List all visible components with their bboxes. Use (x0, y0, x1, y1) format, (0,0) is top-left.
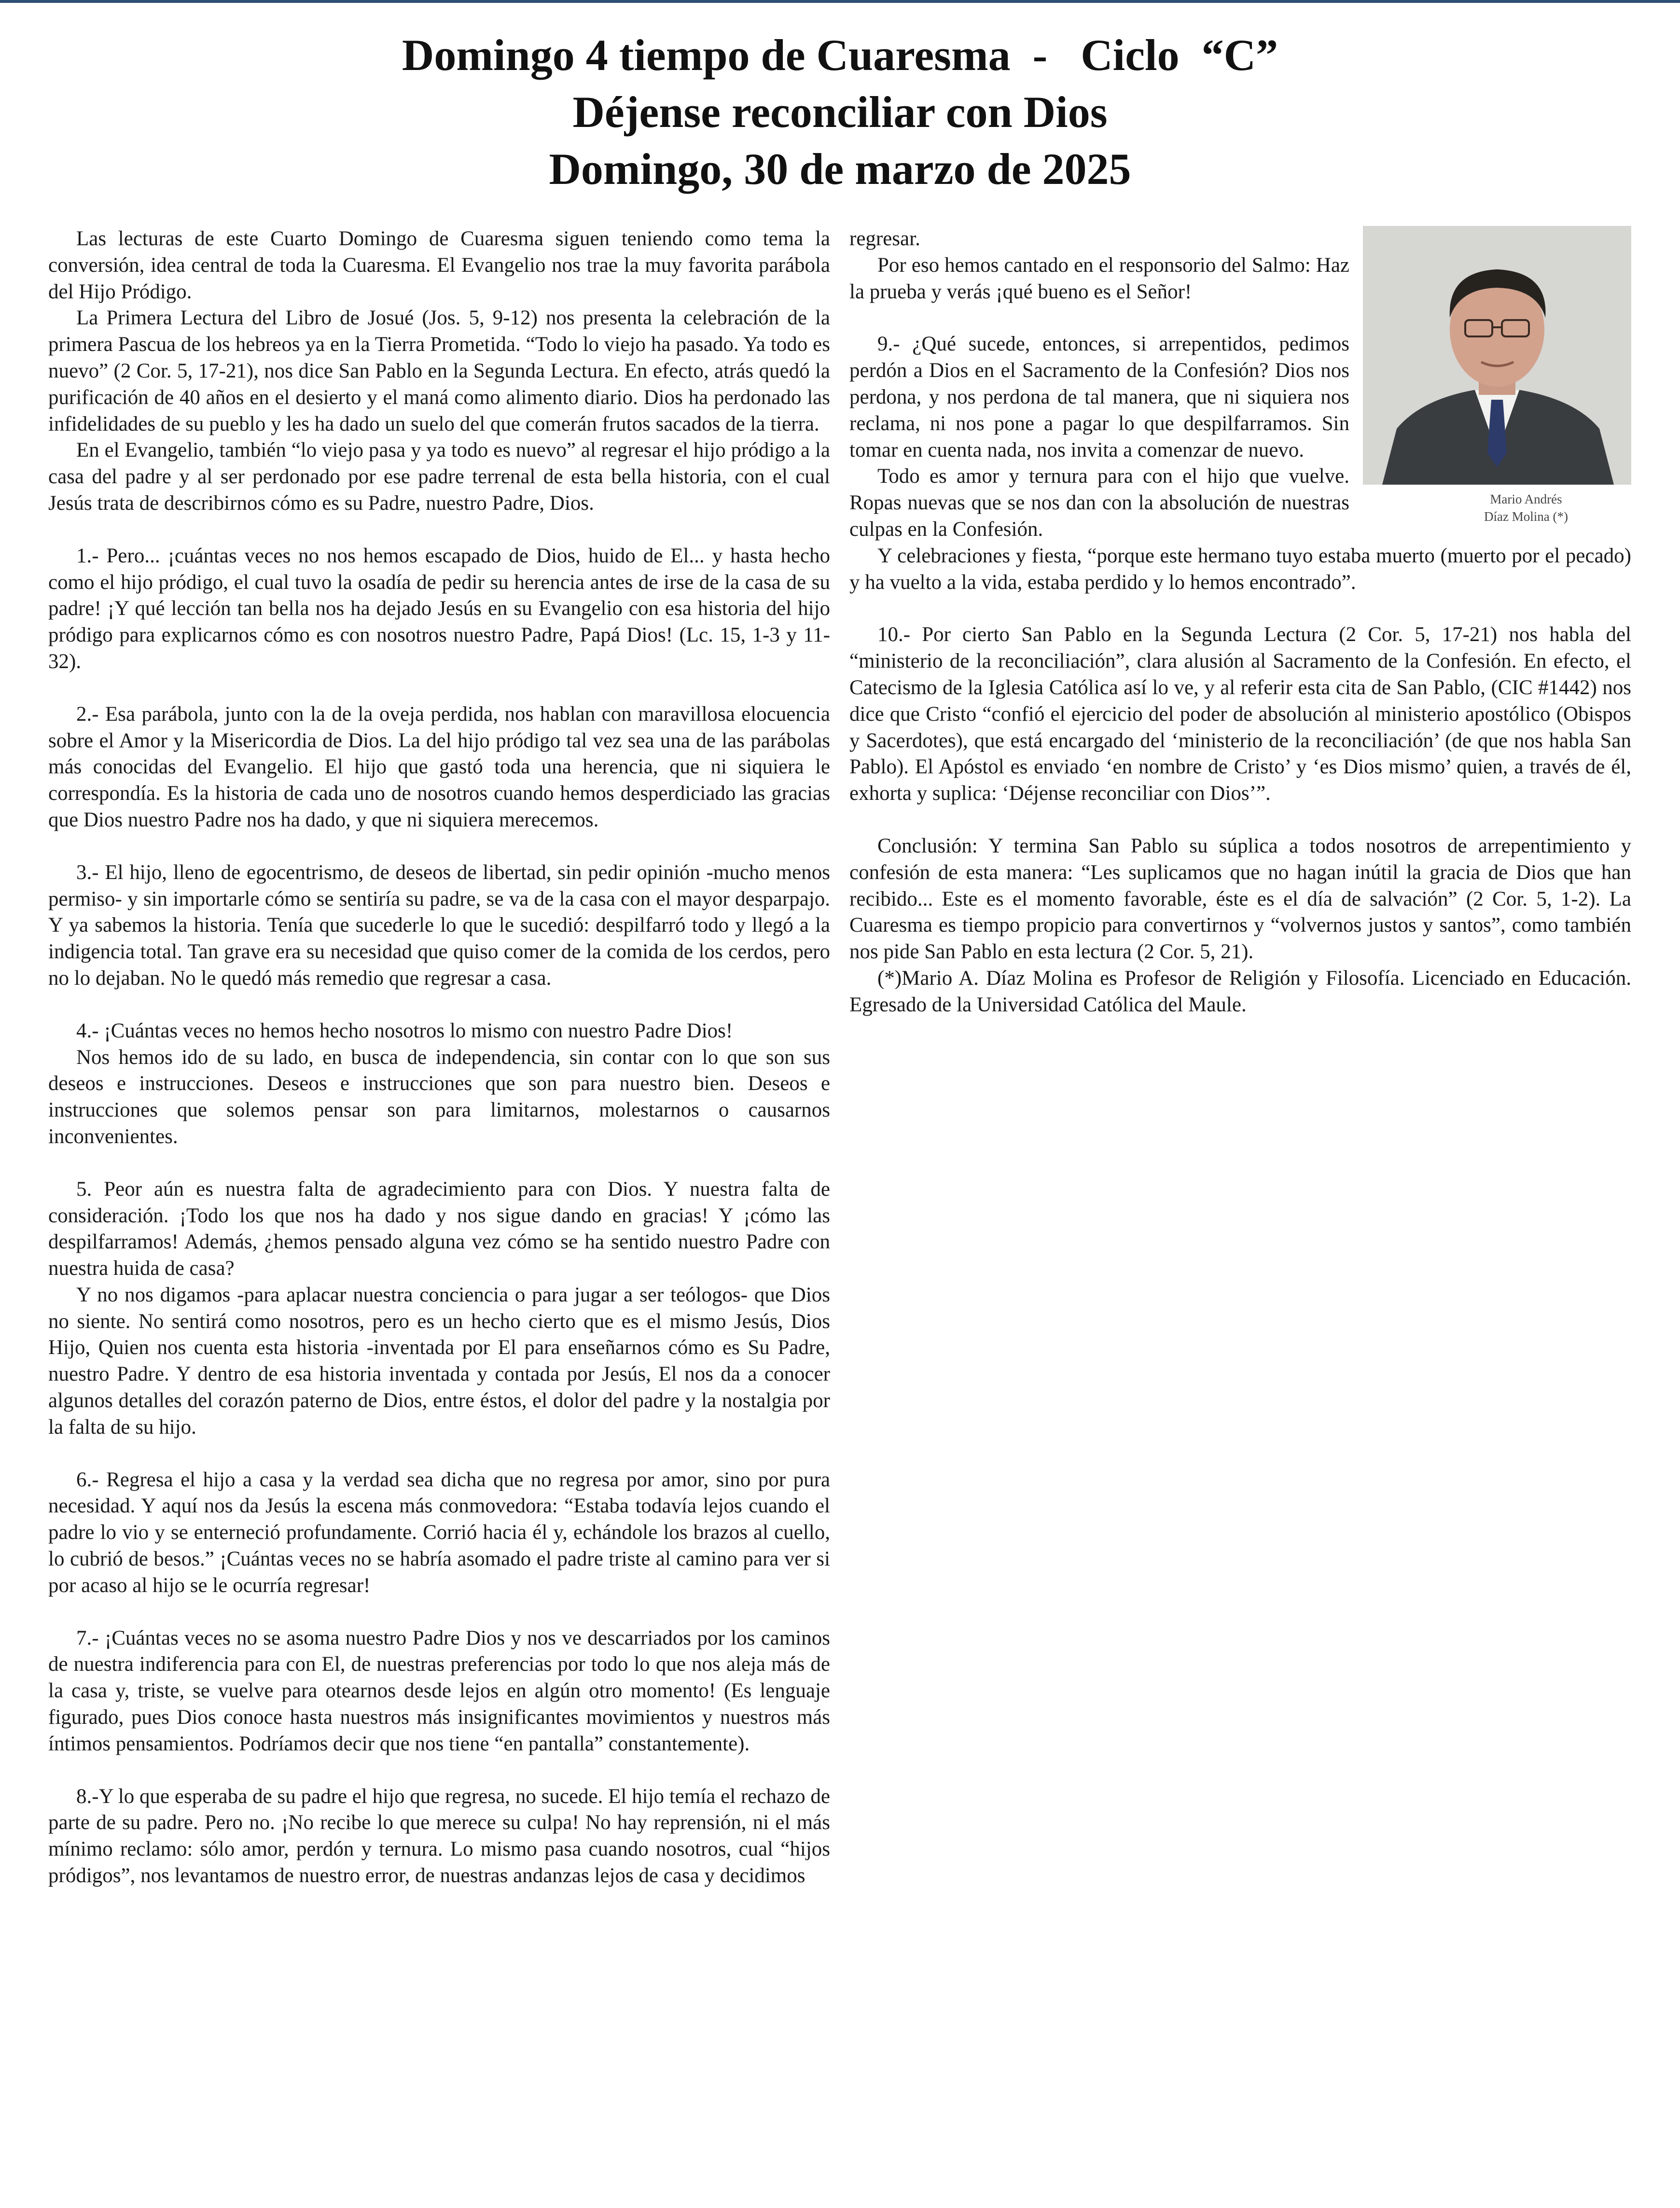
paragraph: 6.- Regresa el hijo a casa y la verdad sea dicha que no regresa por amor, sino por pura necesidad. Y aquí nos da Jesús la escena más conmovedora: “Estaba todavía lejos cuando el padre lo vio y se enterneció profundamente. Corrió hacia él y, echándole los brazos al cuello, lo cubrió de besos.” ¡Cuántas veces no se habría asomado el padre triste al camino para ver si por acaso al hijo se le ocurría regresar! (48, 1468, 830, 1597)
left-column (48, 226, 830, 2186)
paragraph: 3.- El hijo, lleno de egocentrismo, de deseos de libertad, sin pedir opinión -mucho menos permiso- y sin importarle cómo se sentiría su padre, se va de la casa con el mayor desparpajo. Y ya sabemos la historia. Tenía que sucederle lo que le sucedió: despilfarró todo y llegó a la indigencia total. Tan grave era su necesidad que quiso comer de la comida de los cerdos, pero no lo dejaban. No le quedó más remedio que regresar a casa. (48, 861, 830, 990)
paragraph: Conclusión: Y termina San Pablo su súplica a todos nosotros de arrepentimiento y confesión de esta manera: “Les suplicamos que no hagan inútil la gracia de Dios que han recibido... Este es el momento favorable, éste es el día de salvación” (2 Cor. 5, 1-2). La Cuaresma es tiempo propicio para convertirnos y “volvernos justos y santos”, como también nos pide San Pablo en esta lectura (2 Cor. 5, 21). (849, 834, 1631, 964)
header-date-line: Domingo, 30 de marzo de 2025 (549, 144, 1131, 194)
header-title-line: Domingo 4 tiempo de Cuaresma - Ciclo “C” (402, 30, 1278, 80)
caption-line: Díaz Molina (*) (1484, 509, 1568, 524)
paragraph: 7.- ¡Cuántas veces no se asoma nuestro Padre Dios y nos ve descarriados por los caminos de nuestra indiferencia para con El, de nuestras preferencias por todo lo que nos aleja más de la casa y, triste, se vuelve para otearnos desde lejos en algún otro momento! (Es lenguaje figurado, pues Dios conoce hasta nuestros más insignificantes movimientos y nuestros más íntimos pensamientos. Podríamos decir que nos tiene “en pantalla” constantemente). (48, 1626, 830, 1755)
paragraph: 8.-Y lo que esperaba de su padre el hijo que regresa, no sucede. El hijo temía el rechazo de parte de su padre. Pero no. ¡No recibe lo que merece su culpa! No hay reprensión, ni el más mínimo reclamo: sólo amor, perdón y ternura. Lo mismo pasa cuando nosotros, cual “hijos pródigos”, nos levantamos de nuestro error, de nuestras andanzas lejos de casa y decidimos (48, 1785, 830, 1887)
paragraph: Todo es amor y ternura para con el hijo que vuelve. Ropas nuevas que se nos dan con la absolución de nuestras culpas en la Confesión. (849, 465, 1349, 541)
paragraph: Nos hemos ido de su lado, en busca de independencia, sin contar con lo que son sus deseos e instrucciones. Deseos e instrucciones que son para nuestro bien. Deseos e instrucciones que solemos pensar son para limitarnos, molestarnos o causarnos inconvenientes. (48, 1046, 830, 1148)
paragraph: 10.- Por cierto San Pablo en la Segunda Lectura (2 Cor. 5, 17-21) nos habla del “ministerio de la reconciliación”, clara alusión al Sacramento de la Confesión. En efecto, el Catecismo de la Iglesia Católica así lo ve, y al referir esta cita de San Pablo, (CIC #1442) nos dice que Cristo “confió el ejercicio del poder de absolución al ministerio apostólico (Obispos y Sacerdotes), que está encargado del ‘ministerio de la reconciliación’ (de que nos habla San Pablo). El Apóstol es enviado ‘en nombre de Cristo’ y ‘es Dios mismo’ quien, a través de él, exhorta y suplica: ‘Déjense reconciliar con Dios’”. (849, 623, 1631, 805)
author-photo (1363, 226, 1631, 485)
portrait-illustration (1363, 226, 1631, 485)
paragraph: Las lecturas de este Cuarto Domingo de Cuaresma siguen teniendo como tema la conversión, idea central de toda la Cuaresma. El Evangelio nos trae la muy favorita parábola del Hijo Pródigo. (48, 227, 830, 303)
paragraph: 1.- Pero... ¡cuántas veces no nos hemos escapado de Dios, huido de El... y hasta hecho como el hijo pródigo, el cual tuvo la osadía de pedir su herencia antes de irse de la casa de su padre! ¡Y qué lección tan bella nos ha dejado Jesús en su Evangelio con esa historia del hijo pródigo para explicarnos cómo es con nosotros nuestro Padre, Papá Dios! (Lc. 15, 1-3 y 11-32). (48, 544, 830, 673)
paragraph: Por eso hemos cantado en el responsorio del Salmo: Haz la prueba y verás ¡qué bueno es el Señor! (849, 253, 1349, 303)
right-column (849, 226, 1631, 1019)
caption-line: Mario Andrés (1490, 492, 1562, 506)
paragraph: (*)Mario A. Díaz Molina es Profesor de Religión y Filosofía. Licenciado en Educación. Egresado de la Universidad Católica del Maule. (849, 966, 1631, 1016)
paragraph: En el Evangelio, también “lo viejo pasa y ya todo es nuevo” al regresar el hijo pródigo a la casa del padre y al ser perdonado por ese padre terrenal de esta bella historia, con el cual Jesús trata de describirnos cómo es su Padre, nuestro Padre, Dios. (48, 439, 830, 515)
paragraph: Y celebraciones y fiesta, “porque este hermano tuyo estaba muerto (muerto por el pecado) y ha vuelto a la vida, estaba perdido y lo hemos encontrado”. (849, 544, 1631, 594)
author-photo-caption (1363, 490, 1631, 525)
paragraph: 4.- ¡Cuántas veces no hemos hecho nosotros lo mismo con nuestro Padre Dios! (76, 1019, 733, 1042)
article-header (0, 27, 1680, 197)
paragraph: La Primera Lectura del Libro de Josué (Jos. 5, 9-12) nos presenta la celebración de la primera Pascua de los hebreos ya en la Tierra Prometida. “Todo lo viejo ha pasado. Ya todo es nuevo” (2 Cor. 5, 17-21), nos dice San Pablo en la Segunda Lectura. En efecto, atrás quedó la purificación de 40 años en el desierto y el maná como alimento diario. Dios ha perdonado las infidelidades de su pueblo y les ha dado un suelo del que comerán frutos sacados de la tierra. (48, 307, 830, 435)
paragraph: regresar. (849, 227, 920, 250)
header-subtitle-line: Déjense reconciliar con Dios (572, 87, 1108, 137)
paragraph: Y no nos digamos -para aplacar nuestra conciencia o para jugar a ser teólogos- que Dios no siente. No sentirá como nosotros, pero es un hecho cierto que es el mismo Jesús, Dios Hijo, Quien nos cuenta esta historia -inventada por El para enseñarnos cómo es Su Padre, nuestro Padre. Y dentro de esa historia inventada y contada por Jesús, El nos da a conocer algunos detalles del corazón paterno de Dios, entre éstos, el dolor del padre y la nostalgia por la falta de su hijo. (48, 1283, 830, 1439)
top-rule (0, 0, 1680, 3)
paragraph: 2.- Esa parábola, junto con la de la oveja perdida, nos hablan con maravillosa elocuencia sobre el Amor y la Misericordia de Dios. La del hijo pródigo tal vez sea una de las parábolas más conocidas del Evangelio. El hijo que gastó toda una herencia, que ni siquiera le correspondía. Es la historia de cada uno de nosotros cuando hemos desperdiciado las gracias que Dios nuestro Padre nos ha dado, y que ni siquiera merecemos. (48, 702, 830, 831)
paragraph: 5. Peor aún es nuestra falta de agradecimiento para con Dios. Y nuestra falta de consideración. ¡Todo los que nos ha dado y nos sigue dando en gracias! Y ¡cómo las despilfarramos! Además, ¿hemos pensado alguna vez cómo se ha sentido nuestro Padre con nuestra huida de casa? (48, 1177, 830, 1280)
author-photo-block (1363, 226, 1631, 525)
paragraph: 9.- ¿Qué sucede, entonces, si arrepentidos, pedimos perdón a Dios en el Sacramento de la Confesión? Dios nos perdona, y nos perdona de tal manera, que ni siquiera nos reclama, ni nos pone a pagar lo que despilfarramos. Sin tomar en cuenta nada, nos invita a comenzar de nuevo. (849, 333, 1349, 461)
